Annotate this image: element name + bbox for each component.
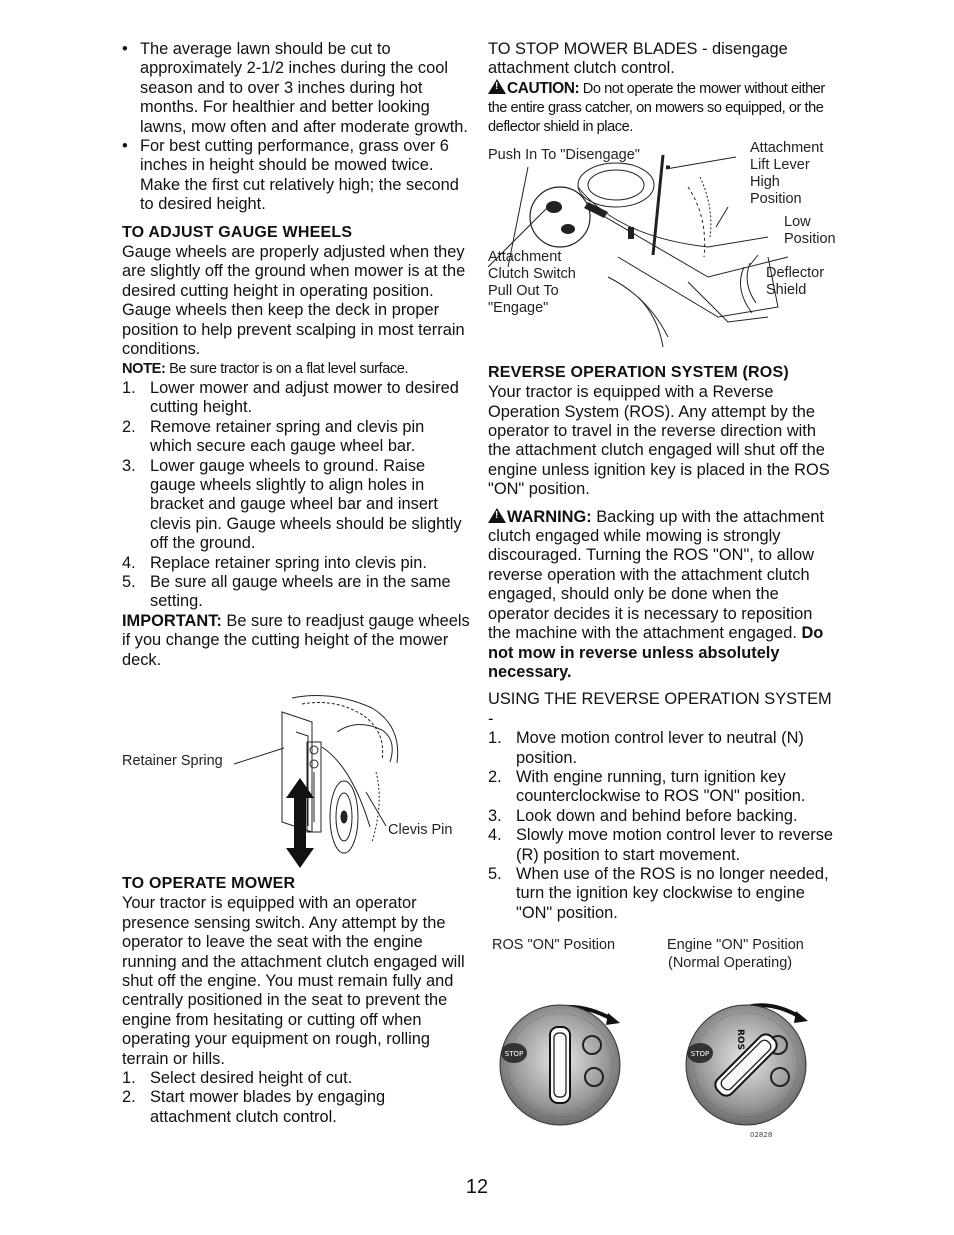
list-item: • For best cutting performance, grass over 6 inches in height should be mowed twice. Make the first cut relatively high; the second to desired height. bbox=[122, 137, 470, 215]
step-number: 1. bbox=[122, 378, 136, 397]
step-text: Replace retainer spring into clevis pin. bbox=[150, 553, 427, 572]
warning-triangle-icon bbox=[488, 508, 506, 523]
list-item bbox=[488, 729, 836, 768]
important-label: IMPORTANT: bbox=[122, 611, 222, 630]
operate-mower-intro: Your tractor is equipped with an operator presence sensing switch. Any attempt by the operator to leave the seat with the engine running and the attachment clutch engaged will shut off the engine. You must remain fully and centrally positioned in the seat to prevent the engine from hesitating or cutting off when operating your equipment on rough, rolling terrain or hills. bbox=[122, 894, 465, 1068]
step-text: Lower gauge wheels to ground. Raise gauge wheels slightly to align holes in bracket and gauge wheel bar and insert clevis pin. Gauge wheels should be slightly off the ground. bbox=[150, 456, 462, 553]
ros-heading: REVERSE OPERATION SYSTEM (ROS) bbox=[488, 363, 789, 381]
step-text: Look down and behind before backing. bbox=[516, 806, 798, 825]
using-ros-steps bbox=[488, 729, 836, 923]
stop-text: STOP bbox=[504, 1050, 524, 1059]
mowing-tips-list bbox=[122, 40, 470, 215]
list-item bbox=[122, 379, 470, 418]
using-ros-heading: USING THE REVERSE OPERATION SYSTEM - bbox=[488, 690, 832, 728]
attachment-clutch-switch-label: Attachment Clutch Switch Pull Out To "Engage" bbox=[488, 248, 576, 316]
stop-blades-heading: TO STOP MOWER BLADES - disengage attachment clutch control. bbox=[488, 40, 788, 78]
ros-on-position-label: ROS "ON" Position bbox=[492, 937, 616, 954]
caution-paragraph bbox=[488, 79, 836, 137]
step-text: Lower mower and adjust mower to desired cutting height. bbox=[150, 378, 459, 417]
step-text: Slowly move motion control lever to reverse (R) position to start movement. bbox=[516, 826, 834, 864]
step-text: Remove retainer spring and clevis pin which secure each gauge wheel bar. bbox=[150, 417, 425, 456]
retainer-spring-label: Retainer Spring bbox=[122, 753, 223, 769]
left-column bbox=[122, 40, 470, 1127]
list-item bbox=[488, 826, 836, 865]
ignition-switch-illustration bbox=[488, 977, 836, 1147]
list-item bbox=[122, 457, 470, 554]
step-number: 1. bbox=[122, 1069, 136, 1088]
important-paragraph bbox=[122, 612, 470, 670]
step-text: Move motion control lever to neutral (N) position. bbox=[516, 729, 804, 767]
attachment-lift-lever-label: Attachment Lift Lever bbox=[750, 139, 824, 173]
list-item bbox=[122, 554, 470, 573]
step-text: With engine running, turn ignition key counterclockwise to ROS "ON" position. bbox=[516, 767, 806, 806]
gauge-wheel-figure bbox=[122, 692, 470, 870]
important-text: Be sure to readjust gauge wheels if you change the cutting height of the mower deck. bbox=[122, 611, 470, 669]
step-number: 1. bbox=[488, 729, 502, 748]
ros-intro: Your tractor is equipped with a Reverse Operation System (ROS). Any attempt by the operator to travel in the reverse direction with the attachment clutch engaged will shut off the engine unless ignition key is placed in the ROS "ON" position. bbox=[488, 383, 830, 499]
operate-mower-heading: TO OPERATE MOWER bbox=[122, 875, 296, 892]
clutch-switch-callout bbox=[530, 187, 590, 247]
engine-on-position-label: Engine "ON" Position bbox=[667, 937, 804, 954]
low-position-label: Low Position bbox=[784, 213, 836, 247]
gauge-wheel-illustration bbox=[122, 692, 470, 870]
note-text: Be sure tractor is on a flat level surface. bbox=[169, 360, 409, 377]
step-number: 2. bbox=[122, 1088, 136, 1107]
warning-bold-text: Do not mow in reverse unless absolutely necessary. bbox=[488, 624, 824, 681]
caution-text: Do not operate the mower without either the entire grass catcher, on mowers so equipped, or the deflector shield in place. bbox=[488, 80, 825, 135]
engine-on-position-sublabel: (Normal Operating) bbox=[668, 955, 793, 972]
ignition-key-figure bbox=[488, 937, 836, 1147]
high-position-label: High Position bbox=[750, 173, 802, 207]
operate-mower-steps bbox=[122, 1069, 470, 1127]
list-item: • The average lawn should be cut to approximately 2-1/2 inches during the cool season and to over 3 inches during hot months. For healthier and better looking lawns, mow often and after moderate growth. bbox=[122, 40, 470, 137]
figure-code: 02828 bbox=[750, 1131, 773, 1140]
caution-label: CAUTION: bbox=[507, 79, 580, 97]
step-number: 3. bbox=[122, 456, 136, 475]
list-item bbox=[488, 807, 836, 826]
stop-text: STOP bbox=[690, 1050, 710, 1059]
clevis-pin-label: Clevis Pin bbox=[388, 822, 453, 838]
list-item bbox=[488, 768, 836, 807]
list-item bbox=[122, 1069, 470, 1088]
step-number: 4. bbox=[488, 826, 502, 845]
step-number: 2. bbox=[122, 417, 136, 436]
step-number: 5. bbox=[488, 864, 502, 883]
list-item bbox=[122, 1088, 470, 1127]
step-number: 3. bbox=[488, 806, 502, 825]
warning-triangle-icon bbox=[488, 79, 506, 94]
list-item bbox=[122, 418, 470, 457]
ros-on-switch bbox=[500, 1005, 620, 1125]
step-number: 2. bbox=[488, 767, 502, 786]
step-text: When use of the ROS is no longer needed, turn the ignition key clockwise to engine "ON" position. bbox=[516, 864, 829, 922]
engine-on-switch bbox=[686, 1005, 808, 1139]
step-text: Start mower blades by engaging attachment clutch control. bbox=[150, 1088, 386, 1126]
gauge-wheels-intro: Gauge wheels are properly adjusted when they are slightly off the ground when mower is at the desired cutting height in operating position. Gauge wheels then keep the deck in proper position to help prevent scalping in most terrain conditions. bbox=[122, 243, 466, 359]
warning-paragraph bbox=[488, 508, 836, 683]
note-label: NOTE: bbox=[122, 360, 166, 377]
push-in-disengage-label: Push In To "Disengage" bbox=[488, 146, 640, 163]
gauge-wheels-steps bbox=[122, 379, 470, 612]
warning-label: WARNING: bbox=[507, 507, 592, 526]
page-number: 12 bbox=[465, 1176, 489, 1198]
step-number: 5. bbox=[122, 572, 136, 591]
note-paragraph bbox=[122, 360, 470, 379]
gauge-wheels-heading: TO ADJUST GAUGE WHEELS bbox=[122, 223, 353, 241]
mower-controls-figure bbox=[488, 139, 836, 357]
warning-text: Backing up with the attachment clutch engaged while mowing is strongly discouraged. Turning the ROS "ON", to allow reverse operation with the attachment clutch engaged, should only be done when the operator decides it is necessary to reposition the machine with the attachment engaged. bbox=[488, 507, 825, 643]
step-text: Select desired height of cut. bbox=[150, 1069, 353, 1088]
ros-text: ROS bbox=[735, 1029, 745, 1051]
list-item bbox=[488, 865, 836, 923]
list-item bbox=[122, 573, 470, 612]
step-text: Be sure all gauge wheels are in the same setting. bbox=[150, 572, 451, 611]
deflector-shield-label: Deflector Shield bbox=[766, 264, 825, 298]
step-number: 4. bbox=[122, 553, 136, 572]
right-column bbox=[488, 40, 836, 1147]
